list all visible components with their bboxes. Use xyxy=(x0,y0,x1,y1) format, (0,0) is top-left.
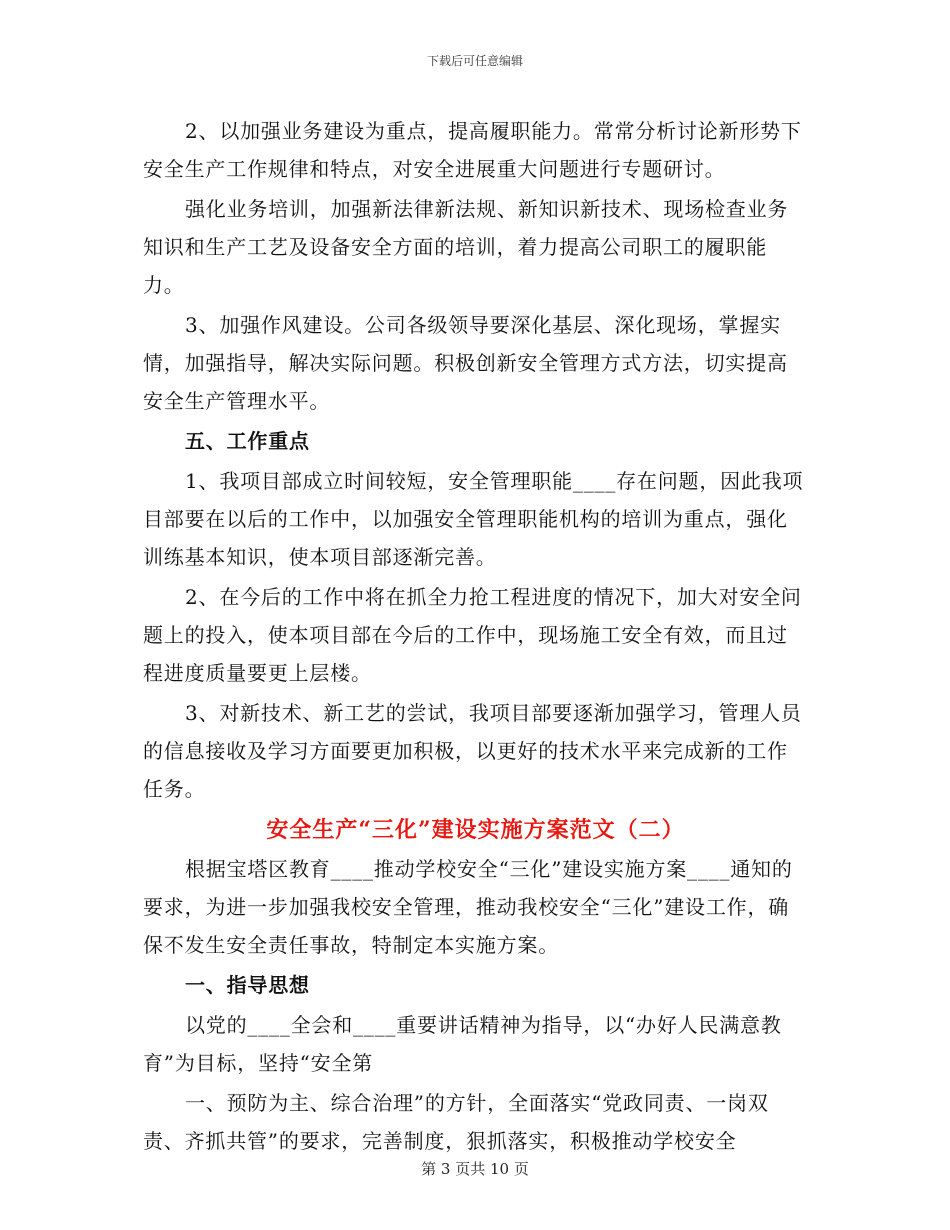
page-header: 下载后可任意编辑 xyxy=(426,54,523,68)
paragraph-business-building: 2、以加强业务建设为重点，提高履职能力。常常分析讨论新形势下安全生产工作规律和特点，对安全进展重大问题进行专题研讨。 xyxy=(143,119,802,181)
list-item: 3、对新技术、新工艺的尝试，我项目部要逐渐加强学习，管理人员的信息接收及学习方面要更加积极，以更好的技术水平来完成新的工作任务。 xyxy=(143,701,802,801)
paragraph-training: 强化业务培训，加强新法律新法规、新知识新技术、现场检查业务知识和生产工艺及设备安全方面的培训，着力提高公司职工的履职能力。 xyxy=(143,197,789,297)
document-body xyxy=(143,112,808,1160)
paragraph-intro: 根据宝塔区教育____推动学校安全“三化”建设实施方案____通知的要求，为进一步加强我校安全管理，推动我校安全“三化”建设工作，确保不发生安全责任事故，特制定本实施方案。 xyxy=(143,857,793,957)
list-item: 2、在今后的工作中将在抓全力抢工程进度的情况下，加大对安全问题上的投入，使本项目部在今后的工作中，现场施工安全有效，而且过程进度质量要更上层楼。 xyxy=(143,585,802,685)
section-heading-work-focus: 五、工作重点 xyxy=(185,429,310,453)
paragraph-guiding-2: 一、预防为主、综合治理”的方针，全面落实“党政同责、一岗双责、齐抓共管”的要求，完善制度，狠抓落实，积极推动学校安全 xyxy=(143,1091,769,1153)
document-title: 安全生产“三化”建设实施方案范文（二） xyxy=(266,817,685,843)
page-footer: 第 3 页共 10 页 xyxy=(421,1160,529,1178)
paragraph-guiding-1: 以党的____全会和____重要讲话精神为指导，以“办好人民满意教育”为目标，坚持“安全第 xyxy=(143,1013,782,1075)
list-item: 1、我项目部成立时间较短，安全管理职能____存在问题，因此我项目部要在以后的工作中，以加强安全管理职能机构的培训为重点，强化训练基本知识，使本项目部逐渐完善。 xyxy=(143,469,804,569)
paragraph-work-style: 3、加强作风建设。公司各级领导要深化基层、深化现场，掌握实情，加强指导，解决实际问题。积极创新安全管理方式方法，切实提高安全生产管理水平。 xyxy=(143,313,788,413)
section-heading-guiding-ideology: 一、指导思想 xyxy=(185,973,310,997)
